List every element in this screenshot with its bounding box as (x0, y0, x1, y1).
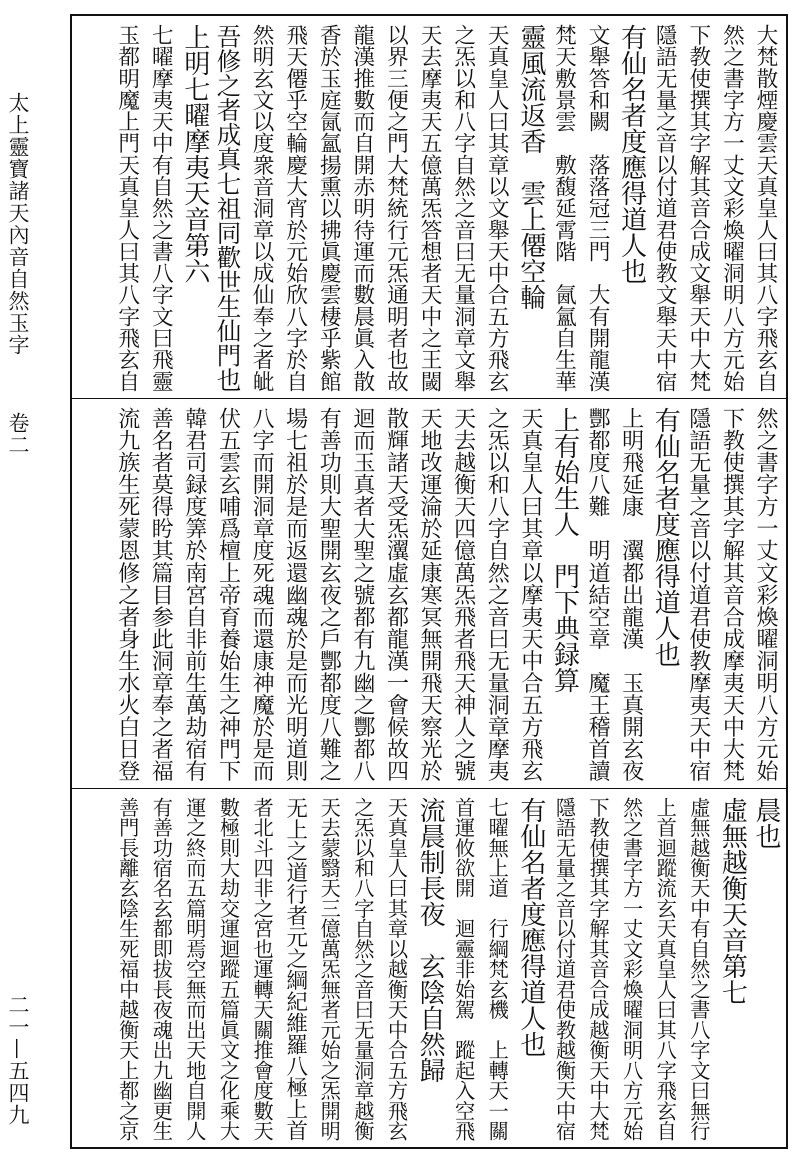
text-column: 伏五雲玄哺爲檀上帝育養始生之神門下 (215, 407, 241, 782)
text-panel-middle-body (72, 399, 786, 788)
text-column: 之炁以和八字自然之音曰无量洞章越衡 (350, 797, 375, 1141)
text-column: 者北斗四非之宮也運轉天關推會度數天 (250, 797, 275, 1141)
text-column: 上有始生人 門下典録算 (549, 407, 580, 693)
text-column: 无上之道行者元之綱紀維羅八極上首 (282, 797, 308, 1141)
text-column: 運之終而五篇明焉空無而出天地自開人 (182, 797, 207, 1141)
text-column: 天去蒙翳天三億萬炁無者元始之炁開明 (317, 797, 342, 1141)
text-column: 場七祖於是而返還幽魂於是而光明道則 (282, 407, 308, 782)
text-column: 有仙名者度應得道人也 (515, 797, 546, 1057)
text-column: 吾修之者成真七祖同歡世生仙門也 (213, 24, 243, 392)
text-column: 晨也 (751, 797, 781, 849)
text-panel-top-body (72, 16, 786, 398)
text-frame (70, 14, 788, 1149)
scripture-title: 太上靈寶諸天內音自然玉字 (6, 92, 30, 356)
text-column: 天地改運淪於延康寒冥無開飛天察光於 (417, 407, 443, 782)
text-column: 天去摩夷天五億萬炁答想者天中之王閾 (417, 24, 443, 392)
text-column: 香於玉庭氤氳揚熏以拂眞慶雲棲乎紫館 (316, 24, 342, 392)
text-column: 飛天僊乎空輪慶大宵於元始欣八字於自 (282, 24, 308, 392)
page-margin (4, 14, 34, 1149)
text-column: 隱語无量之音以付道君使教文舉天中宿 (652, 24, 678, 392)
text-column: 天真皇人曰其章以文舉天中合五方飛玄 (484, 24, 510, 392)
volume-label: 卷二 (6, 412, 30, 456)
text-column: 梵天敷景雲 敷馥延霄階 氤氳自生華 (551, 24, 577, 392)
text-column: 然之書字方一丈文彩煥曜洞明八方元始 (619, 797, 644, 1141)
page-number: 二一—五四九 (6, 994, 30, 1126)
text-panel-bottom (72, 788, 786, 1147)
text-column: 天去越衡天四億萬炁飛者飛天神人之號 (450, 407, 476, 782)
text-column: 有仙名者度應得道人也 (616, 24, 647, 284)
text-column: 天真皇人曰其章以越衡天中合五方飛玄 (384, 797, 409, 1141)
text-panel-top (72, 16, 786, 398)
text-column: 迴而玉真者大聖之號都有九幽之酆都八 (349, 407, 375, 782)
text-column: 以界三便之門大梵統行元炁通明者也故 (383, 24, 409, 392)
text-column: 八字而開洞章度死魂而還康神魔於是而 (249, 407, 275, 782)
text-column: 之炁以和八字自然之音曰无量洞章文舉 (450, 24, 476, 392)
text-column: 虛無越衡天音第七 (717, 797, 748, 1005)
text-column: 大梵散煙慶雲天真皇人曰其八字飛玄自 (753, 24, 778, 392)
text-column: 上明飛延康 瀷都出龍漢 玉真開玄夜 (618, 407, 644, 782)
text-column: 善門長離玄陰生死福中越衡天上都之京 (115, 797, 140, 1141)
text-column: 靈風流返香 雲上僊空輪 (515, 24, 546, 310)
text-column: 虛無越衡天中有自然之書八字文曰無行 (686, 797, 711, 1141)
text-column: 文舉答和闕 落落冠三門 大有開龍漢 (585, 24, 611, 392)
text-column: 有仙名者度應得道人也 (650, 407, 681, 667)
text-column: 之炁以和八字自然之音曰无量洞章摩夷 (484, 407, 510, 782)
text-column: 下教使撰其字解其音合成摩夷天中大梵 (719, 407, 745, 782)
text-column: 然之書字方一丈文彩煥曜洞明八方元始 (719, 24, 745, 392)
text-column: 散輝諸天受炁瀷虛玄都龍漢一會候故四 (383, 407, 409, 782)
text-column: 然明玄文以度衆音洞章以成仙奉之者皉 (249, 24, 275, 392)
text-column: 流晨制長夜 玄陰自然歸 (415, 797, 446, 1083)
text-column: 酆都度八難 明道結空章 魔王稽首讀 (585, 407, 611, 782)
text-column: 七曜摩夷天中有自然之書八字文曰飛靈 (148, 24, 174, 392)
text-column: 隱語无量之音以付道君使教摩夷天中宿 (685, 407, 711, 782)
text-column: 首運攸欲開 迴靈非始駕 蹤起入空飛 (451, 797, 476, 1141)
text-column: 有善功宿名玄都即拔長夜魂出九幽更生 (149, 797, 174, 1141)
text-column: 數極則大劫交運迴蹤五篇眞文之化乘大 (216, 797, 241, 1141)
text-column: 下教使撰其字解其音合成越衡天中大梵 (586, 797, 611, 1141)
text-column: 隱語无量之音以付道君使教越衡天中宿 (552, 797, 577, 1141)
text-column: 上首迴蹤流玄天真皇人曰其八字飛玄自 (653, 797, 678, 1141)
text-column: 玉都明魔上門天真皇人曰其八字飛玄自 (114, 24, 140, 392)
text-column: 韓君司録度筭於南宮自非前生萬劫宿有 (181, 407, 207, 782)
text-column: 下教使撰其字解其音合成文舉天中大梵 (685, 24, 711, 392)
text-column: 然之書字方一丈文彩煥曜洞明八方元始 (753, 407, 778, 782)
text-panel-middle (72, 398, 786, 788)
text-column: 龍漢推數而自開赤明待運而數晨眞入散 (349, 24, 375, 392)
text-column: 天真皇人曰其章以摩夷天中合五方飛玄 (517, 407, 543, 782)
text-column: 上明七曜摩夷天音第六 (179, 24, 210, 284)
text-column: 有善功則大聖開玄夜之戶酆都度八難之 (316, 407, 342, 782)
text-column: 流九族生死蒙恩修之者身生水火白日登 (114, 407, 140, 782)
text-column: 善名者莫得盻其篇目参此洞章奉之者福 (148, 407, 174, 782)
text-column: 七曜無上道 行綱梵玄機 上轉天一關 (485, 797, 510, 1141)
text-panel-bottom-body (72, 789, 786, 1147)
